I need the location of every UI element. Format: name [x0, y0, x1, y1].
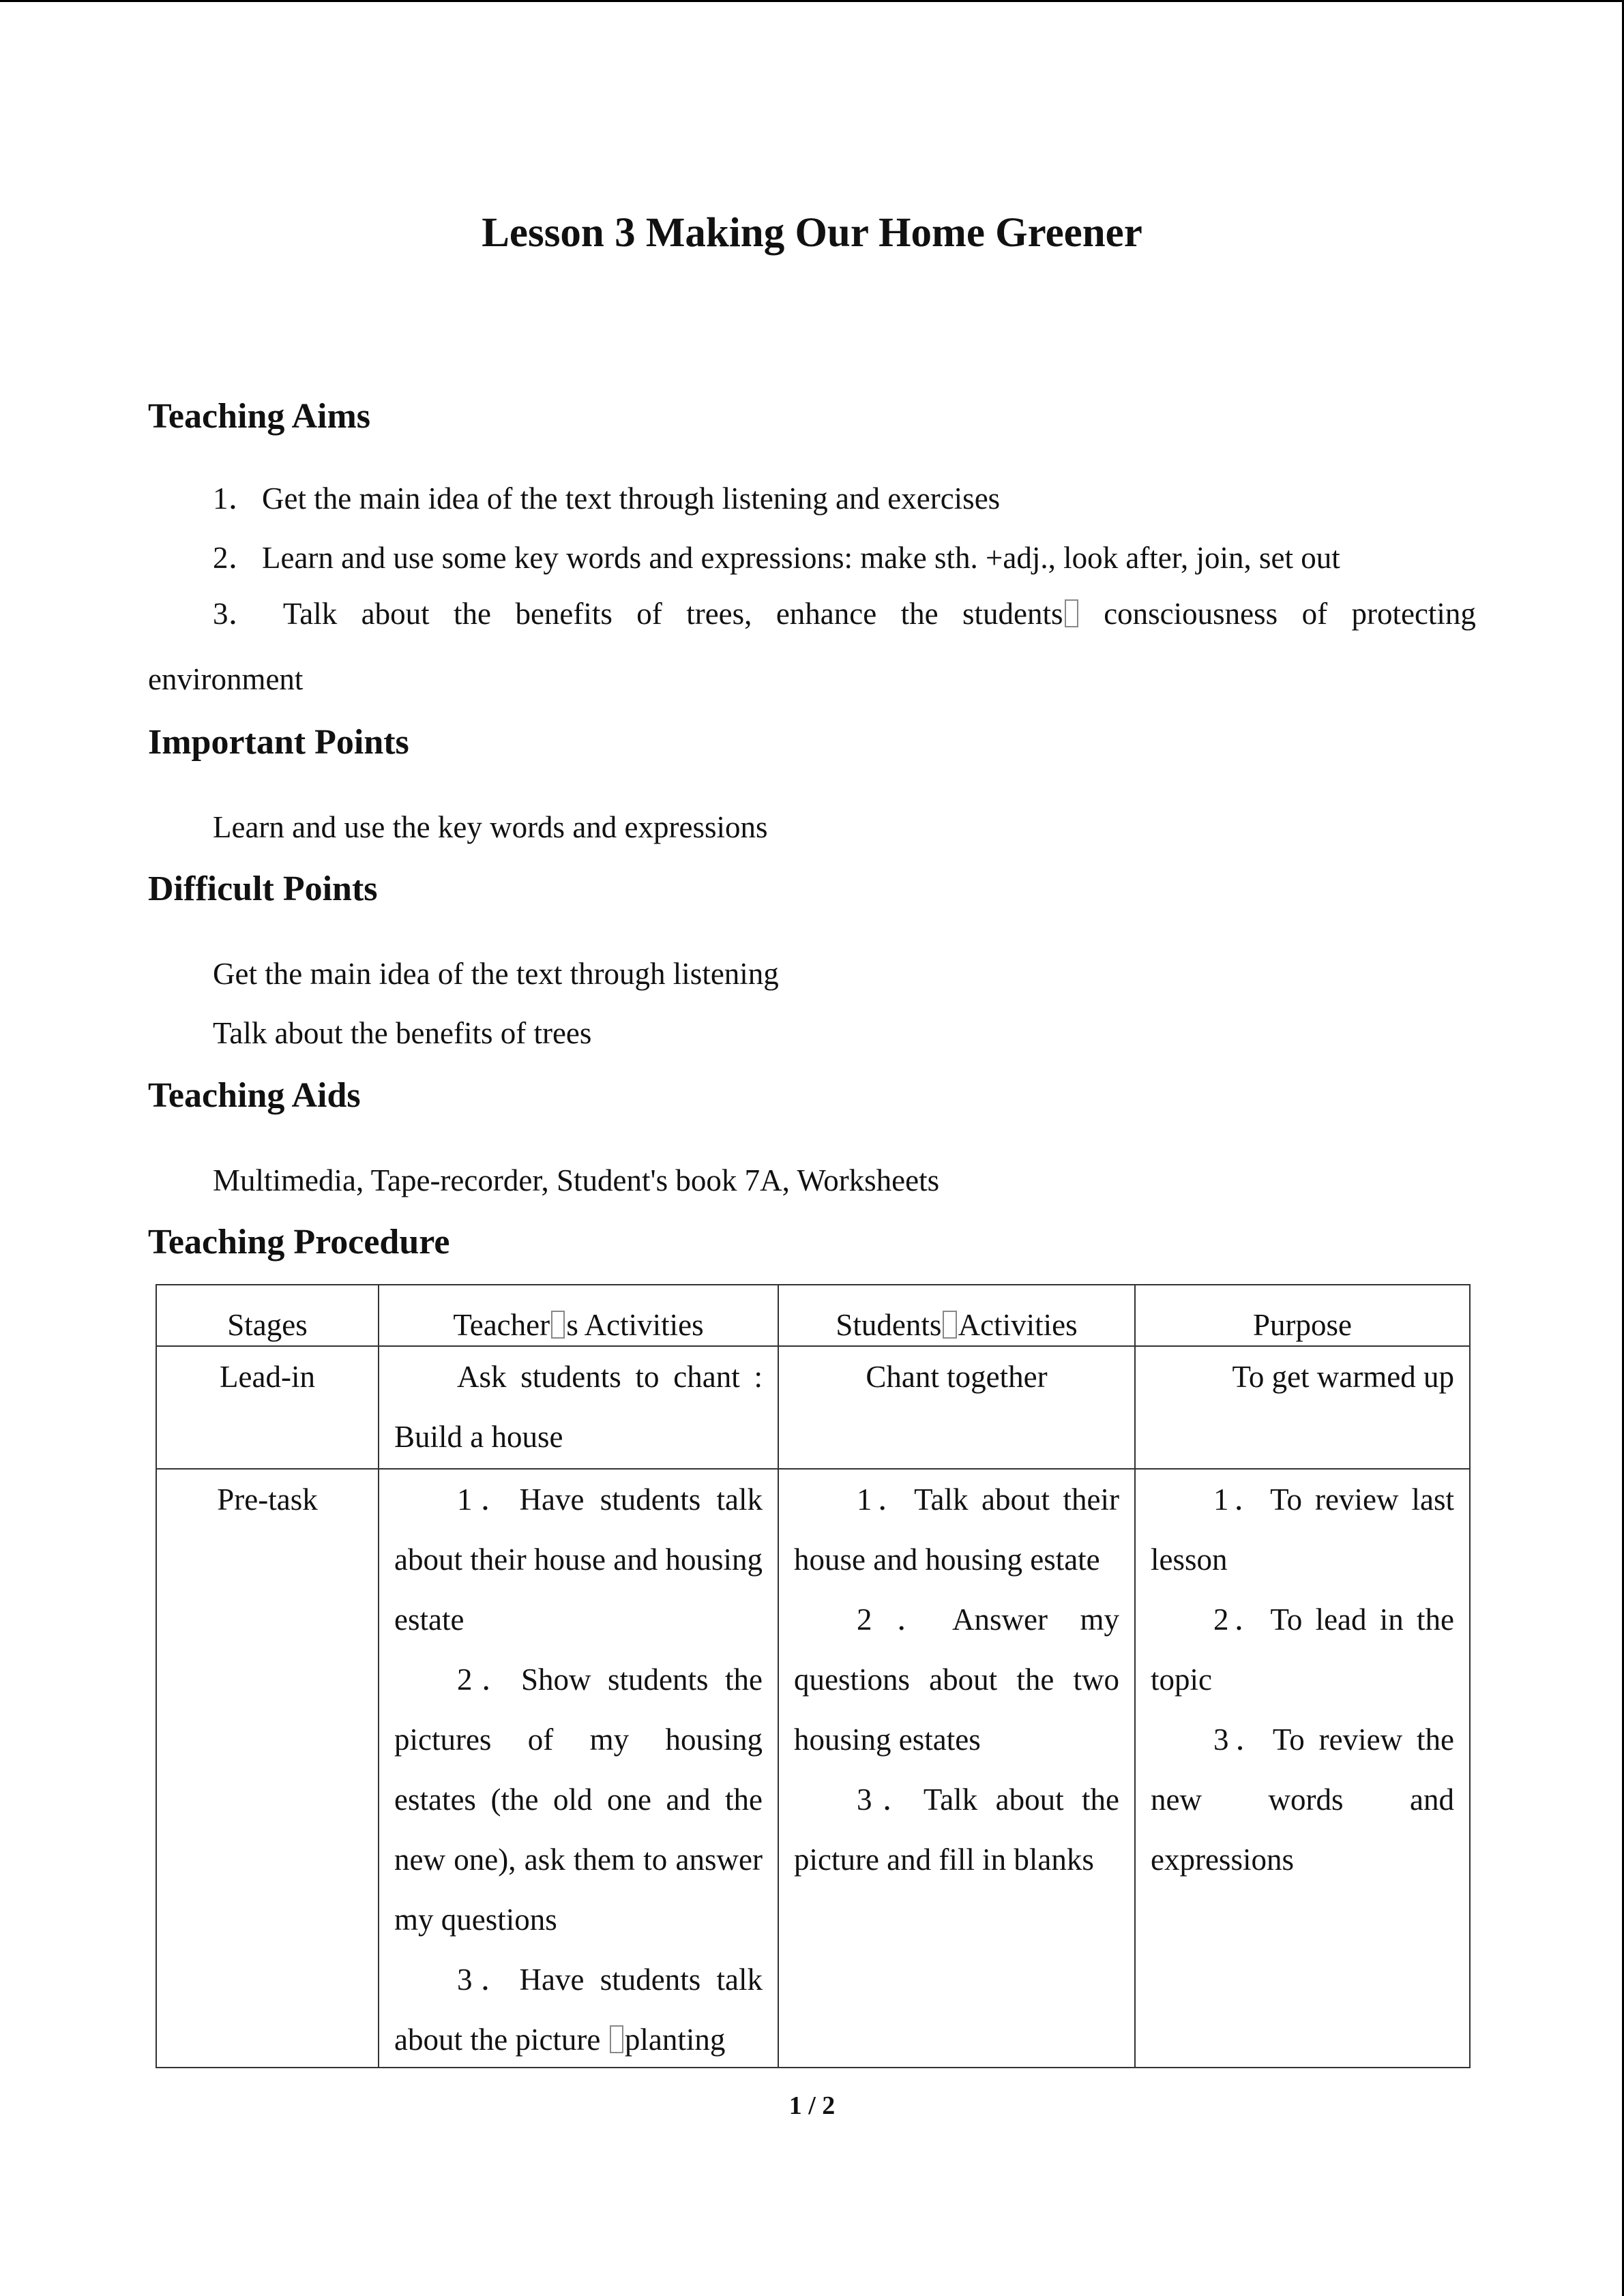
aim-word: the — [454, 597, 492, 631]
aim-word: of — [1301, 597, 1328, 631]
table-row — [156, 1469, 1470, 2068]
purpose-cell — [1135, 1346, 1470, 1469]
column-header-purpose — [1135, 1285, 1470, 1346]
missing-glyph-icon — [1065, 599, 1078, 627]
aim-word: benefits — [515, 597, 612, 631]
purpose-text: 1．To review last lesson — [1151, 1482, 1454, 1577]
aim-word: of — [636, 597, 662, 631]
aim-number: 3． — [213, 597, 259, 631]
teacher-activities-cell — [379, 1469, 778, 2068]
stage-label: Lead-in — [220, 1360, 315, 1394]
activity-text-3 — [394, 1950, 763, 2066]
header-label: Activities — [958, 1308, 1078, 1342]
aim-item-3-continuation: environment — [148, 662, 304, 696]
activity-text: 1．Have students talk about their house and housing estate — [394, 1482, 763, 1637]
activity-text: 2．Answer my questions about the two housing estates — [794, 1602, 1119, 1757]
activity-text: 3．Have students talk about the picture — [394, 1963, 763, 2057]
table-row — [156, 1346, 1470, 1469]
header-label: Purpose — [1253, 1308, 1352, 1342]
activity-text: 1．Talk about their house and housing estate — [794, 1482, 1119, 1577]
teaching-aids-heading: Teaching Aids — [148, 1076, 361, 1115]
header-label: Stages — [227, 1308, 308, 1342]
missing-glyph-icon — [943, 1311, 956, 1339]
missing-glyph-icon — [610, 2025, 623, 2053]
aim-word: consciousness — [1104, 597, 1278, 631]
aim-word: students — [962, 597, 1063, 631]
column-header-students — [778, 1285, 1135, 1346]
stage-cell — [156, 1346, 379, 1469]
column-header-teacher — [379, 1285, 778, 1346]
activity-text: 3．Talk about the picture and fill in blanks — [794, 1783, 1119, 1877]
header-label: Students — [836, 1308, 942, 1342]
difficult-point-item: Talk about the benefits of trees — [213, 1016, 592, 1050]
teaching-aims-heading: Teaching Aims — [148, 397, 371, 436]
aim-word: protecting — [1351, 597, 1476, 631]
difficult-point-item: Get the main idea of the text through listening — [213, 957, 779, 991]
purpose-text: 3．To review the new words and expressions — [1151, 1723, 1454, 1877]
page-number: 1 / 2 — [788, 2091, 836, 2120]
aim-text: Learn and use some key words and expressions: make sth. +adj., look after, join, set out — [262, 541, 1340, 575]
aim-word-group — [962, 599, 1080, 629]
aim-item-3 — [213, 599, 1476, 629]
stage-cell — [156, 1469, 379, 2068]
important-points-heading: Important Points — [148, 723, 409, 762]
procedure-table — [156, 1284, 1471, 2068]
activity-text: 2．Show students the pictures of my housing estates (the old one and the new one), ask them to answer my questions — [394, 1663, 763, 1937]
activity-text: Ask students to chant : Build a house — [394, 1360, 763, 1454]
teaching-procedure-heading: Teaching Procedure — [148, 1223, 450, 1262]
aim-word: enhance — [776, 597, 877, 631]
aim-text: Get the main idea of the text through listening and exercises — [262, 481, 1001, 516]
students-activities-cell — [778, 1346, 1135, 1469]
missing-glyph-icon — [551, 1311, 565, 1339]
activity-text: Chant together — [866, 1360, 1048, 1394]
aim-item-2 — [213, 543, 1340, 573]
header-label: Teacher — [453, 1308, 550, 1342]
aim-number: 1． — [213, 481, 259, 516]
column-header-stages — [156, 1285, 379, 1346]
aim-word: trees, — [686, 597, 752, 631]
purpose-cell — [1135, 1469, 1470, 2068]
important-point-item: Learn and use the key words and expressions — [213, 810, 768, 844]
difficult-points-heading: Difficult Points — [148, 869, 378, 908]
page-title: Lesson 3 Making Our Home Greener — [482, 210, 1142, 256]
activity-text: planting — [624, 2023, 726, 2057]
header-label: s Activities — [566, 1308, 704, 1342]
purpose-text: To get warmed up — [1232, 1360, 1454, 1394]
teaching-aids-item: Multimedia, Tape-recorder, Student's book 7A, Worksheets — [213, 1163, 940, 1197]
purpose-text: 2．To lead in the topic — [1151, 1602, 1454, 1697]
teacher-activities-content — [394, 1470, 763, 2066]
students-activities-cell — [778, 1469, 1135, 2068]
teacher-activities-cell — [379, 1346, 778, 1469]
aim-word: about — [361, 597, 430, 631]
aim-word: the — [900, 597, 939, 631]
stage-label: Pre-task — [217, 1482, 318, 1517]
aim-number: 2． — [213, 541, 259, 575]
aim-item-1 — [213, 483, 1000, 514]
aim-word: Talk — [282, 597, 338, 631]
table-header-row — [156, 1285, 1470, 1346]
